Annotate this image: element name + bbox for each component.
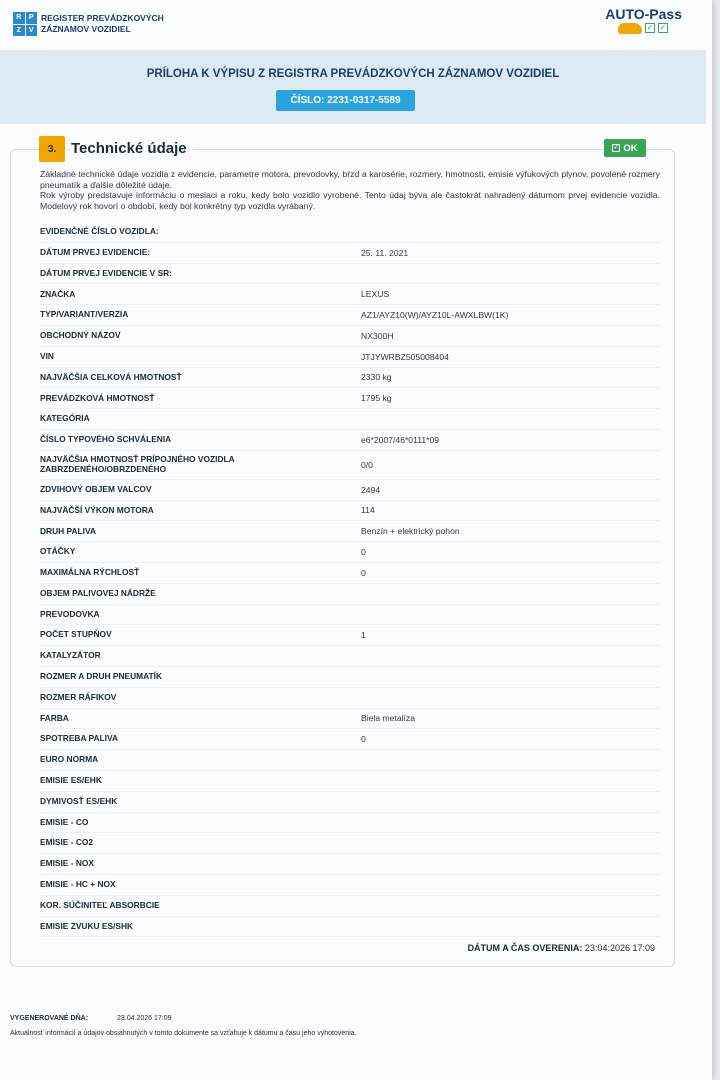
row-label: FARBA [40,712,69,723]
table-row [40,243,660,264]
row-label: EMISIE - NOX [40,858,94,869]
table-row [40,388,660,409]
row-label: ČÍSLO TYPOVÉHO SCHVÁLENIA [40,434,172,445]
row-value: 2330 kg [361,372,392,383]
row-label: PREVÁDZKOVÁ HMOTNOSŤ [40,392,155,403]
row-label: MAXIMÁLNA RÝCHLOSŤ [40,567,140,578]
table-row [40,430,660,451]
row-value: JTJYWRBZ505008404 [361,351,449,362]
row-label: EMISIE - HC + NOX [40,879,116,890]
table-row [40,709,660,730]
document-number-badge: ČÍSLO: 2231-0317-5589 [276,90,415,111]
row-label: OBCHODNÝ NÁZOV [40,330,121,341]
table-row [40,222,660,243]
row-value: 25. 11. 2021 [361,247,409,258]
title-banner [0,50,706,124]
row-label: DÁTUM PRVEJ EVIDENCIE: [40,246,151,257]
verification-timestamp [468,943,655,953]
row-label: OTÁČKY [40,546,76,557]
row-value: AZ1/AYZ10(W)/AYZ10L-AWXLBW(1K) [361,310,509,321]
row-label: ROZMER RÁFIKOV [40,691,117,702]
table-row [40,625,660,646]
verification-label: DÁTUM A ČAS OVERENIA: [467,943,583,953]
table-row [40,480,660,501]
table-row [40,875,660,896]
table-row [40,771,660,792]
row-label: EMISIE - CO2 [40,837,94,848]
table-row [40,646,660,667]
checkbox-icon: ✓ [646,23,654,32]
row-label: OBJEM PALIVOVEJ NÁDRŽE [40,587,156,598]
table-row [40,917,660,938]
car-icon [618,23,642,34]
row-label: EURO NORMA [40,754,99,765]
footer-note: Aktuálnosť informácií a údajov obsiahnutých v tomto dokumente sa vzťahuje k dátumu a času jeho vyhotovenia. [10,1030,357,1037]
row-value: 1795 kg [361,393,392,404]
row-label: EVIDENČNÉ ČÍSLO VOZIDLA: [40,226,159,237]
table-row [40,688,660,709]
footer [10,1015,357,1037]
table-row [40,896,660,917]
table-row [40,305,660,326]
row-label: POČET STUPŇOV [40,629,112,640]
row-value: LEXUS [361,289,390,300]
table-row [40,584,660,605]
row-value: Benzín + elektrický pohon [361,526,460,537]
row-label: ROZMER A DRUH PNEUMATÍK [40,671,163,682]
autopass-logo [605,6,682,34]
table-row [40,729,660,750]
row-value: 2494 [361,484,381,495]
section-number: 3. [39,136,65,162]
table-row [40,854,660,875]
document-title: PRÍLOHA K VÝPISU Z REGISTRA PREVÁDZKOVÝCH ZÁZNAMOV VOZIDIEL [146,68,560,80]
row-value: Biela metalíza [361,713,415,724]
check-icon: ✓ [613,144,620,151]
status-label: OK [623,142,638,154]
row-label: EMISIE ZVUKU ES/SHK [40,920,134,931]
data-table [40,222,660,937]
row-value: 0 [361,567,366,578]
autopass-brand: AUTO-Pass [605,6,682,22]
row-label: ZDVIHOVÝ OBJEM VALCOV [40,483,152,494]
table-row [40,750,660,771]
description-paragraph-1: Základné technické údaje vozidla z evidencie, parametre motora, prevodovky, bŕzd a karosérie, rozmery, hmotnosti, emisie výfukových plynov, povolené rozmery pneumatík a ďalšie dôležité údaje. [40,169,660,190]
row-label: DÁTUM PRVEJ EVIDENCIE V SR: [40,267,173,278]
logo-line-2: ZÁZNAMOV VOZIDIEL [41,24,131,34]
description-paragraph-2: Rok výroby predstavuje informáciu o mesiaci a roku, kedy bolo vozidlo vyrobené. Tento údaj býva ale častokrát nahradený dátumom prvej evidencie vozidla. Modelový rok hovorí o období, kedy bol konkrétny typ vozidla vyrábaný. [40,190,660,211]
row-label: KATEGÓRIA [40,413,90,424]
row-label: VIN [40,350,54,361]
table-row [40,605,660,626]
rpzv-logo [13,12,164,36]
table-row [40,368,660,389]
row-value: 0/0 [361,459,373,470]
row-value: 114 [361,505,375,516]
table-row [40,833,660,854]
row-label: EMISIE ES/EHK [40,775,102,786]
table-row [40,347,660,368]
table-row [40,409,660,430]
row-label: NAJVÄČŠÍ VÝKON MOTORA [40,504,154,515]
table-row [40,667,660,688]
generated-label: VYGENEROVANÉ DŇA: [10,1015,89,1022]
row-label: NAJVÄČŠIA CELKOVÁ HMOTNOSŤ [40,371,182,382]
row-label: EMISIE - CO [40,816,89,827]
table-row [40,284,660,305]
logo-line-1: REGISTER PREVÁDZKOVÝCH [41,13,164,23]
table-row [40,326,660,347]
section-description [40,169,660,211]
table-row [40,521,660,542]
table-row [40,563,660,584]
table-row [40,451,660,480]
row-label: NAJVÄČŠIA HMOTNOSŤ PRÍPOJNÉHO VOZIDLA ZABRZDENÉHO/OBRZDENÉHO [40,454,235,474]
row-value: NX300H [361,330,394,341]
status-badge [604,139,646,157]
row-label: DRUH PALIVA [40,525,96,536]
verification-value: 23:04:2026 17:09 [584,943,655,953]
checkbox-icon: ✓ [659,23,667,32]
row-label: KOR. SÚČINITEĽ ABSORBCIE [40,899,160,910]
table-row [40,813,660,834]
row-label: TYP/VARIANT/VERZIA [40,309,129,320]
row-value: 1 [361,630,366,641]
row-value: 0 [361,547,366,558]
row-label: SPOTREBA PALIVA [40,733,119,744]
table-row [40,792,660,813]
row-value: 0 [361,734,366,745]
table-row [40,501,660,522]
technical-data-section [10,140,675,967]
row-label: KATALYZÁTOR [40,650,101,661]
table-row [40,264,660,285]
rpzv-logo-icon: R P Z V [13,12,37,36]
row-label: DYMIVOSŤ ES/EHK [40,795,118,806]
row-value: e6*2007/46*0111*09 [361,434,440,445]
row-label: ZNAČKA [40,288,76,299]
generated-value: 23.04.2026 17:09 [117,1015,172,1022]
table-row [40,542,660,563]
section-title: Technické údaje [71,140,193,157]
row-label: PREVODOVKA [40,608,100,619]
